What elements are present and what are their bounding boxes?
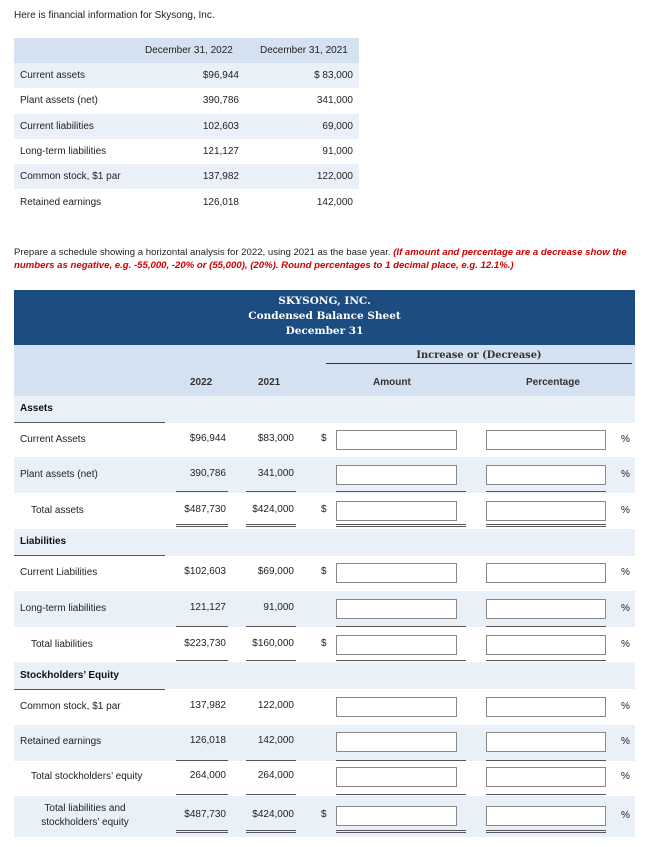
underline bbox=[336, 660, 466, 661]
underline bbox=[246, 794, 296, 795]
info-row-label: Common stock, $1 par bbox=[20, 171, 121, 183]
dollar-sign: $ bbox=[321, 504, 327, 515]
underline bbox=[486, 794, 606, 795]
amount-input-common-stock[interactable] bbox=[336, 697, 457, 717]
row-label: Current Liabilities bbox=[20, 567, 98, 578]
info-row-label: Long-term liabilities bbox=[20, 146, 107, 158]
info-row-2022: 137,982 bbox=[202, 171, 239, 183]
row-2021: $424,000 bbox=[252, 809, 294, 820]
row-2022: $487,730 bbox=[184, 809, 226, 820]
amount-input-current-assets[interactable] bbox=[336, 430, 457, 450]
info-row bbox=[14, 139, 359, 164]
info-row bbox=[14, 63, 359, 88]
section-divider bbox=[14, 689, 165, 690]
double-underline bbox=[176, 524, 228, 527]
percent-sign: % bbox=[621, 567, 630, 578]
percent-input-long-term-liabilities[interactable] bbox=[486, 599, 606, 619]
col-2022-header: 2022 bbox=[190, 377, 213, 388]
row-2022: 121,127 bbox=[189, 602, 226, 613]
amount-input-total-liabilities[interactable] bbox=[336, 635, 457, 655]
info-row-2022: 102,603 bbox=[202, 120, 239, 132]
statement-title: Condensed Balance Sheet bbox=[248, 310, 401, 322]
info-header-2021: December 31, 2021 bbox=[260, 45, 348, 56]
underline bbox=[486, 660, 606, 661]
dollar-sign: $ bbox=[321, 638, 327, 649]
info-header-2022: December 31, 2022 bbox=[145, 45, 233, 56]
schedule-title-block bbox=[14, 290, 635, 345]
amount-input-total-equity[interactable] bbox=[336, 767, 457, 787]
double-underline bbox=[246, 524, 296, 527]
row-2022: $102,603 bbox=[184, 566, 226, 577]
row-2021: $424,000 bbox=[252, 504, 294, 515]
company-name: SKYSONG, INC. bbox=[278, 295, 371, 307]
row-2021: $160,000 bbox=[252, 638, 294, 649]
info-row-label: Current liabilities bbox=[20, 120, 94, 132]
row-2021: 264,000 bbox=[257, 770, 294, 781]
row-2022: 137,982 bbox=[189, 700, 226, 711]
info-row-2022: 390,786 bbox=[202, 95, 239, 107]
row-label: Common stock, $1 par bbox=[20, 701, 121, 712]
underline bbox=[246, 660, 296, 661]
underline bbox=[486, 491, 606, 492]
percent-input-total-liabilities[interactable] bbox=[486, 635, 606, 655]
increase-decrease-header: Increase or (Decrease) bbox=[326, 350, 632, 364]
section-assets: Assets bbox=[20, 403, 53, 414]
amount-input-total-liabilities-equity[interactable] bbox=[336, 806, 457, 826]
double-underline bbox=[336, 830, 466, 833]
info-row bbox=[14, 189, 359, 214]
info-header-row bbox=[14, 38, 359, 63]
row-label: Retained earnings bbox=[20, 736, 102, 747]
percent-sign: % bbox=[621, 603, 630, 614]
underline bbox=[246, 491, 296, 492]
percent-input-total-equity[interactable] bbox=[486, 767, 606, 787]
underline bbox=[176, 626, 228, 627]
underline bbox=[176, 760, 228, 761]
row-2021: $83,000 bbox=[257, 433, 294, 444]
underline bbox=[486, 760, 606, 761]
info-row bbox=[14, 88, 359, 113]
amount-input-retained-earnings[interactable] bbox=[336, 732, 457, 752]
dollar-sign: $ bbox=[321, 433, 327, 444]
double-underline bbox=[176, 830, 228, 833]
percent-input-total-liabilities-equity[interactable] bbox=[486, 806, 606, 826]
info-row bbox=[14, 164, 359, 189]
underline bbox=[336, 491, 466, 492]
percent-sign: % bbox=[621, 771, 630, 782]
info-row-label: Retained earnings bbox=[20, 196, 102, 208]
row-label: Total liabilities and stockholders’ equity bbox=[41, 803, 129, 828]
statement-date: December 31 bbox=[285, 325, 364, 337]
row-2022: $223,730 bbox=[184, 638, 226, 649]
info-row-2021: 142,000 bbox=[316, 196, 353, 208]
info-row-2022: 126,018 bbox=[202, 196, 239, 208]
percent-sign: % bbox=[621, 505, 630, 516]
underline bbox=[336, 794, 466, 795]
percent-sign: % bbox=[621, 639, 630, 650]
row-2022: 126,018 bbox=[189, 735, 226, 746]
instruction-main: Prepare a schedule showing a horizontal analysis for 2022, using 2021 as the base year. bbox=[14, 247, 391, 258]
info-row-2021: 69,000 bbox=[322, 120, 353, 132]
amount-input-plant-assets[interactable] bbox=[336, 465, 457, 485]
percent-sign: % bbox=[621, 810, 630, 821]
row-2021: 91,000 bbox=[263, 602, 294, 613]
amount-input-total-assets[interactable] bbox=[336, 501, 457, 521]
info-row-2021: 341,000 bbox=[316, 95, 353, 107]
row-label: Plant assets (net) bbox=[20, 469, 98, 480]
section-liabilities: Liabilities bbox=[20, 536, 67, 547]
band bbox=[14, 529, 635, 556]
row-2022: $487,730 bbox=[184, 504, 226, 515]
double-underline bbox=[336, 524, 466, 527]
double-underline bbox=[246, 830, 296, 833]
info-row-2022: 121,127 bbox=[202, 146, 239, 158]
underline bbox=[336, 760, 466, 761]
percent-input-total-assets[interactable] bbox=[486, 501, 606, 521]
row-label: Current Assets bbox=[20, 434, 86, 445]
section-equity: Stockholders’ Equity bbox=[20, 670, 119, 681]
row-label: Total assets bbox=[31, 505, 84, 516]
percent-input-current-liabilities[interactable] bbox=[486, 563, 606, 583]
double-underline bbox=[486, 524, 606, 527]
row-2021: 341,000 bbox=[257, 468, 294, 479]
underline bbox=[246, 760, 296, 761]
percent-sign: % bbox=[621, 701, 630, 712]
row-2022: 264,000 bbox=[189, 770, 226, 781]
financial-info-table bbox=[14, 38, 359, 215]
underline bbox=[246, 626, 296, 627]
percent-sign: % bbox=[621, 469, 630, 480]
row-2021: 122,000 bbox=[257, 700, 294, 711]
row-2022: $96,944 bbox=[189, 433, 226, 444]
percent-input-common-stock[interactable] bbox=[486, 697, 606, 717]
underline bbox=[176, 794, 228, 795]
row-label: Long-term liabilities bbox=[20, 603, 107, 614]
underline bbox=[176, 491, 228, 492]
info-row-2021: 122,000 bbox=[316, 171, 353, 183]
percent-input-current-assets[interactable] bbox=[486, 430, 606, 450]
percent-input-plant-assets[interactable] bbox=[486, 465, 606, 485]
col-2021-header: 2021 bbox=[258, 377, 281, 388]
amount-input-current-liabilities[interactable] bbox=[336, 563, 457, 583]
info-row-label: Plant assets (net) bbox=[20, 95, 98, 107]
intro-text: Here is financial information for Skysong, Inc. bbox=[14, 10, 215, 21]
row-2021: $69,000 bbox=[257, 566, 294, 577]
double-underline bbox=[486, 830, 606, 833]
band bbox=[14, 396, 635, 423]
section-divider bbox=[14, 555, 165, 556]
row-label: Total liabilities bbox=[31, 639, 93, 650]
instruction-text bbox=[14, 247, 634, 272]
row-2022: 390,786 bbox=[189, 468, 226, 479]
col-percentage-header: Percentage bbox=[526, 377, 580, 388]
percent-input-retained-earnings[interactable] bbox=[486, 732, 606, 752]
section-divider bbox=[14, 422, 165, 423]
instruction-note: (If amount and percentage are a decrease show the numbers as negative, e.g. -55,000, -20% or (55,000), (20%). Round percentages to 1 decimal place, e.g. 12.1%.) bbox=[14, 247, 627, 271]
underline bbox=[486, 626, 606, 627]
underline bbox=[336, 626, 466, 627]
dollar-sign: $ bbox=[321, 809, 327, 820]
percent-sign: % bbox=[621, 434, 630, 445]
underline bbox=[176, 660, 228, 661]
info-row-2021: 91,000 bbox=[322, 146, 353, 158]
info-row-label: Current assets bbox=[20, 70, 86, 82]
row-2021: 142,000 bbox=[257, 735, 294, 746]
info-row-2022: $96,944 bbox=[202, 70, 239, 82]
amount-input-long-term-liabilities[interactable] bbox=[336, 599, 457, 619]
percent-sign: % bbox=[621, 736, 630, 747]
row-label: Total stockholders’ equity bbox=[31, 771, 143, 782]
dollar-sign: $ bbox=[321, 566, 327, 577]
col-amount-header: Amount bbox=[373, 377, 411, 388]
info-row bbox=[14, 114, 359, 139]
info-row-2021: $ 83,000 bbox=[314, 70, 353, 82]
